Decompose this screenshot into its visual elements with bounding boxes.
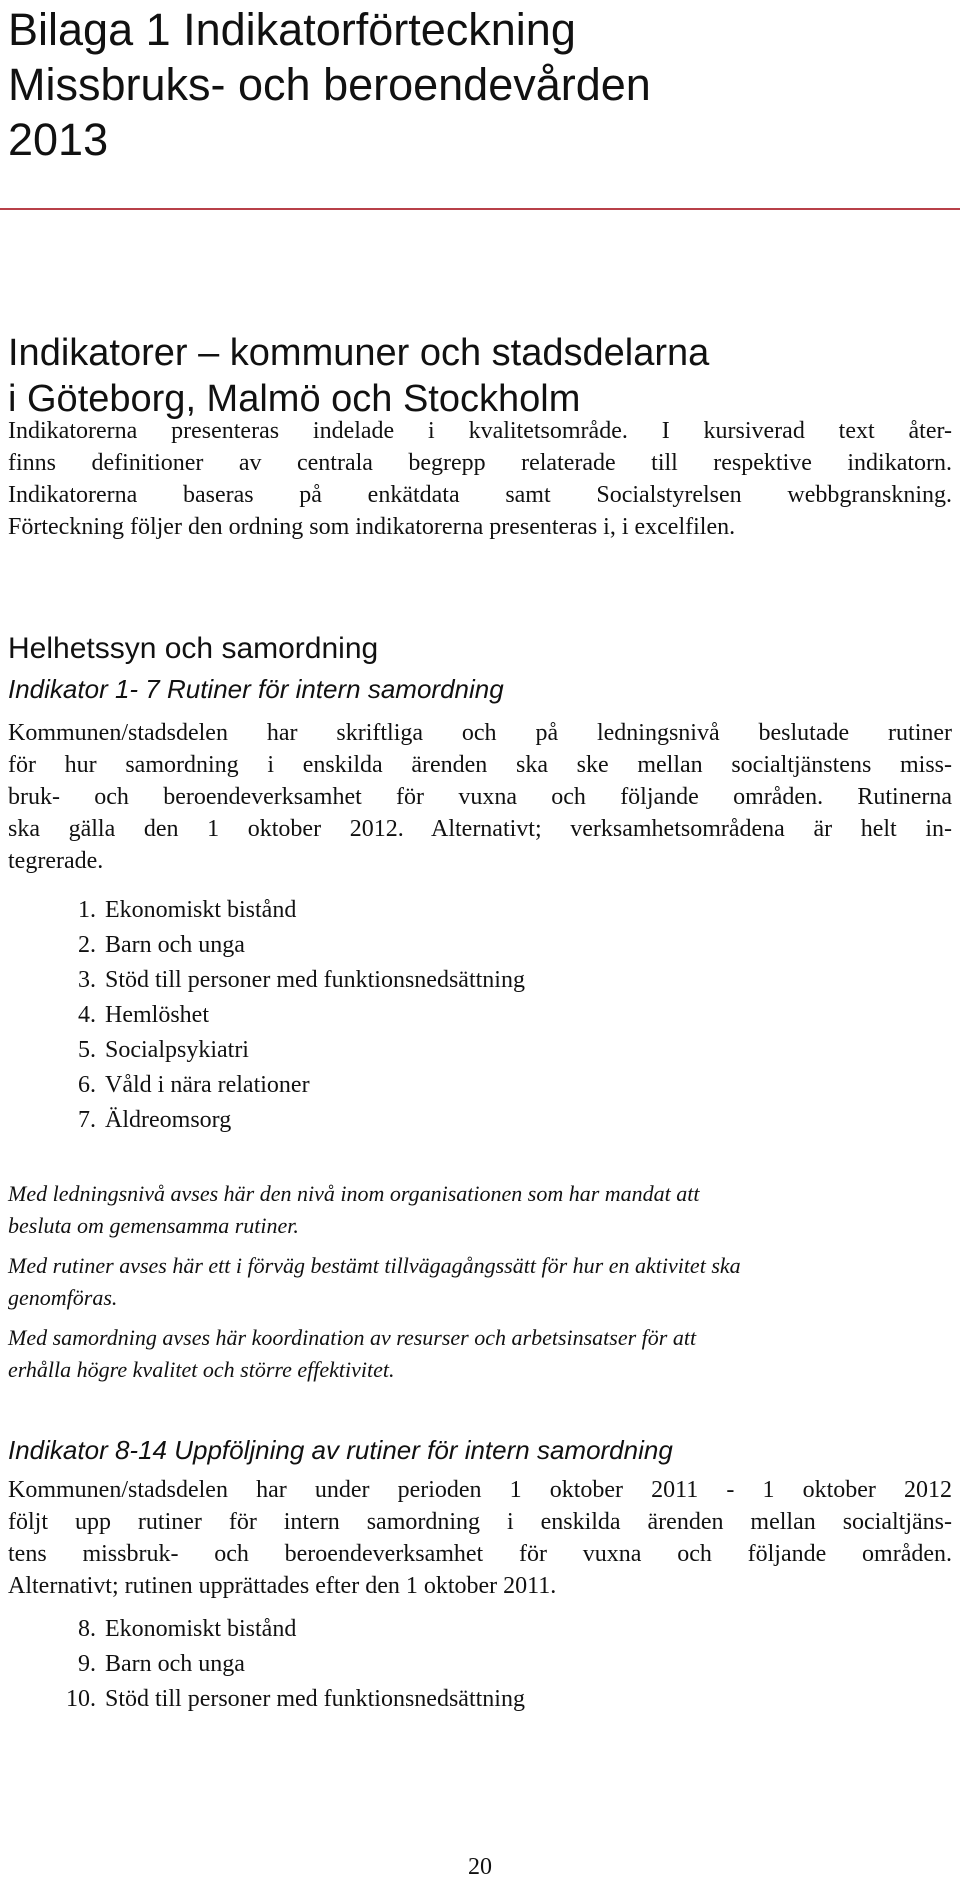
intro-paragraph (8, 415, 952, 543)
list-number: 8. (78, 1616, 96, 1642)
list-label: Ekonomiskt bistånd (105, 897, 297, 923)
definition-samordning (8, 1322, 952, 1386)
list-number: 7. (78, 1107, 96, 1133)
list-number: 5. (78, 1037, 96, 1063)
text-line: Med rutiner avses här ett i förväg bestämt tillvägagångssätt för hur en aktivitet ska (8, 1253, 741, 1278)
title-line: 2013 (8, 114, 109, 165)
indicator-1-body (8, 717, 952, 877)
list-item (48, 963, 525, 998)
text-line: Förteckning följer den ordning som indikatorerna presenteras i, i excelfilen. (8, 514, 736, 540)
text-line: besluta om gemensamma rutiner. (8, 1213, 299, 1238)
definition-rutiner (8, 1250, 952, 1314)
list-label: Barn och unga (105, 932, 245, 958)
indicator-title: Indikator 1- 7 Rutiner för intern samordning (8, 674, 504, 704)
section-heading-line: i Göteborg, Malmö och Stockholm (8, 378, 581, 420)
text-line: genomföras. (8, 1285, 118, 1310)
list-item (48, 1647, 525, 1682)
text-line: tegrerade. (8, 848, 104, 874)
text-line: Alternativt; rutinen upprättades efter den 1 oktober 2011. (8, 1573, 557, 1599)
page-title (8, 2, 948, 167)
list-label: Stöd till personer med funktionsnedsättning (105, 967, 525, 993)
indicator-1-list (48, 893, 525, 1138)
text-line: följt upp rutiner för intern samordning i enskilda ärenden mellan socialtjäns- (8, 1509, 952, 1535)
list-number: 2. (78, 932, 96, 958)
list-label: Socialpsykiatri (105, 1037, 249, 1063)
indicator-title: Indikator 8-14 Uppföljning av rutiner för intern samordning (8, 1435, 673, 1465)
text-line: bruk- och beroendeverksamhet för vuxna och följande områden. Rutinerna (8, 784, 952, 810)
indicator-2-body (8, 1474, 952, 1602)
text-line: Indikatorerna presenteras indelade i kvalitetsområde. I kursiverad text åter- (8, 418, 952, 444)
text-line: erhålla högre kvalitet och större effektivitet. (8, 1357, 395, 1382)
title-line: Missbruks- och beroendevården (8, 59, 651, 110)
list-label: Hemlöshet (105, 1002, 209, 1028)
list-item (48, 1068, 525, 1103)
text-line: finns definitioner av centrala begrepp relaterade till respektive indikatorn. (8, 450, 952, 476)
text-line: ska gälla den 1 oktober 2012. Alternativt; verksamhetsområdena är helt in- (8, 816, 952, 842)
title-line: Bilaga 1 Indikatorförteckning (8, 4, 576, 55)
list-item (48, 1682, 525, 1717)
list-number: 1. (78, 897, 96, 923)
list-item (48, 1103, 525, 1138)
list-label: Äldreomsorg (105, 1107, 232, 1133)
text-line: för hur samordning i enskilda ärenden ska ske mellan socialtjänstens miss- (8, 752, 952, 778)
list-label: Våld i nära relationer (105, 1072, 310, 1098)
list-item (48, 1612, 525, 1647)
text-line: Med samordning avses här koordination av resurser och arbetsinsatser för att (8, 1325, 697, 1350)
text-line: Kommunen/stadsdelen har skriftliga och på ledningsnivå beslutade rutiner (8, 720, 952, 746)
list-number: 10. (66, 1686, 96, 1712)
list-number: 4. (78, 1002, 96, 1028)
list-item (48, 928, 525, 963)
definition-ledningsniva (8, 1178, 952, 1242)
list-number: 9. (78, 1651, 96, 1677)
text-line: Med ledningsnivå avses här den nivå inom organisationen som har mandat att (8, 1181, 700, 1206)
text-line: Indikatorerna baseras på enkätdata samt Socialstyrelsen webbgranskning. (8, 482, 952, 508)
section-heading-line: Indikatorer – kommuner och stadsdelarna (8, 332, 710, 374)
list-item (48, 1033, 525, 1068)
list-label: Ekonomiskt bistånd (105, 1616, 297, 1642)
list-label: Barn och unga (105, 1651, 245, 1677)
area-heading: Helhetssyn och samordning (8, 632, 379, 665)
page-number: 20 (468, 1854, 492, 1880)
text-line: tens missbruk- och beroendeverksamhet för vuxna och följande områden. (8, 1541, 952, 1567)
list-number: 6. (78, 1072, 96, 1098)
list-item (48, 998, 525, 1033)
list-label: Stöd till personer med funktionsnedsättning (105, 1686, 525, 1712)
title-divider (0, 208, 960, 210)
text-line: Kommunen/stadsdelen har under perioden 1 oktober 2011 - 1 oktober 2012 (8, 1477, 952, 1503)
list-number: 3. (78, 967, 96, 993)
list-item (48, 893, 525, 928)
section-heading (8, 330, 948, 422)
indicator-2-list (48, 1612, 525, 1717)
